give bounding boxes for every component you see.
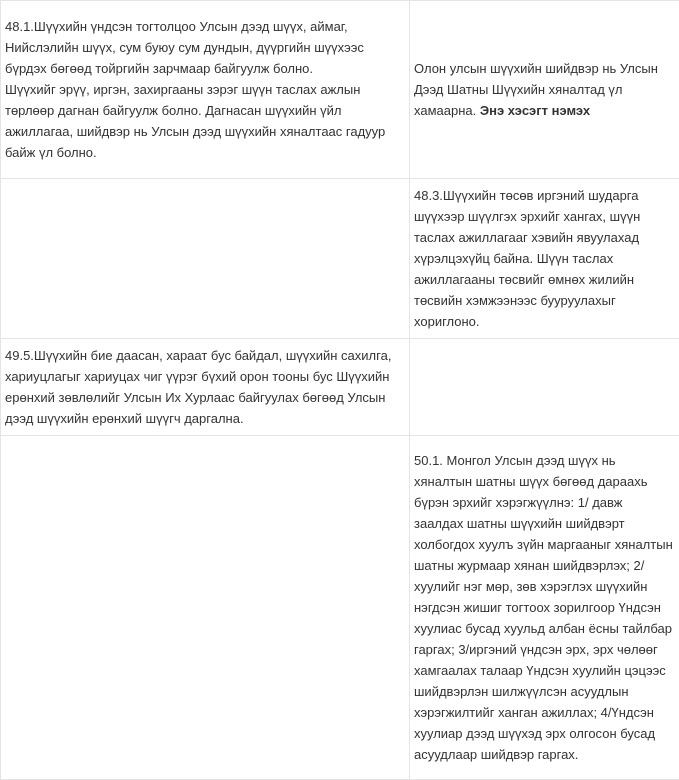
cell-text: 49.5.Шүүхийн бие даасан, хараат бус байдал, шүүхийн сахилга, хариуцлагыг хариуцах чиг үүрэг бүхий орон тооны бус Шүүхийн ерөнхий зөвлөлийг Улсын Их Хурлаас байгуулах бөгөөд Улсын дээд шүүхийн ерөнхий шүүгч даргална.: [5, 348, 391, 426]
table-cell-left: [1, 179, 410, 339]
table-row: [1, 339, 679, 436]
cell-paragraph: Шүүхийг эрүү, иргэн, захиргааны зэрэг шүүн таслах ажлын төрлөөр дагнан байгуулж болно. Дагнасан шүүхийн үйл ажиллагаа, шийдвэр нь Улсын дээд шүүхийн хяналтаас гадуур байж үл болно.: [5, 79, 403, 163]
cell-bold-note: Энэ хэсэгт нэмэх: [480, 103, 590, 118]
cell-paragraph: 48.1.Шүүхийн үндсэн тогтолцоо Улсын дээд шүүх, аймаг, Нийслэлийн шүүх, сум буюу сум дундын, дүүргийн шүүхээс бүрдэх бөгөөд тойргийн зарчмаар байгуулж болно.: [5, 16, 403, 79]
table-cell-right: [410, 436, 679, 780]
cell-text: Олон улсын шүүхийн шийдвэр нь Улсын Дээд Шатны Шүүхийн хяналтад үл хамаарна.: [414, 61, 658, 118]
table-cell-right: [410, 339, 679, 436]
table-cell-right: [410, 179, 679, 339]
table-cell-left: [1, 436, 410, 780]
table-row: [1, 436, 679, 780]
table-row: [1, 179, 679, 339]
cell-text: 50.1. Монгол Улсын дээд шүүх нь хяналтын шатны шүүх бөгөөд дараахь бүрэн эрхийг хэрэгжүүлнэ: 1/ давж заалдах шатны шүүхийн шийдвэрт холбогдох хуулъ зүйн маргааныг хяналтын шатны журмаар хянан шийдвэрлэх; 2/ хуулийг нэг мөр, зөв хэрэглэх шүүхийн нэгдсэн жишиг тогтоох зорилгоор Үндсэн хуулиас бусад хуульд албан ёсны тайлбар гаргах; 3/иргэний үндсэн эрх, эрх чөлөөг хамгаалах талаар Үндсэн хуулийн цэцээс шийдвэрлэн шилжүүлсэн асуудлын хэрэгжилтийг ханган ажиллах; 4/Үндсэн хуулиар дээд шүүхэд эрх олгосон бусад асуудлаар шийдвэр гаргах.: [414, 453, 673, 762]
table-cell-right: [410, 1, 679, 179]
cell-text: 48.3.Шүүхийн төсөв иргэний шударга шүүхээр шүүлгэх эрхийг хангах, шүүн таслах ажиллагааг хэвийн явуулахад хүрэлцэхүйц байна. Шүүн таслах ажиллагааны төсвийг өмнөх жилийн төсвийн хэмжээнээс бууруулахыг хориглоно.: [414, 188, 640, 329]
table-cell-left: [1, 339, 410, 436]
table-cell-left: [1, 1, 410, 179]
table-row: [1, 1, 679, 179]
